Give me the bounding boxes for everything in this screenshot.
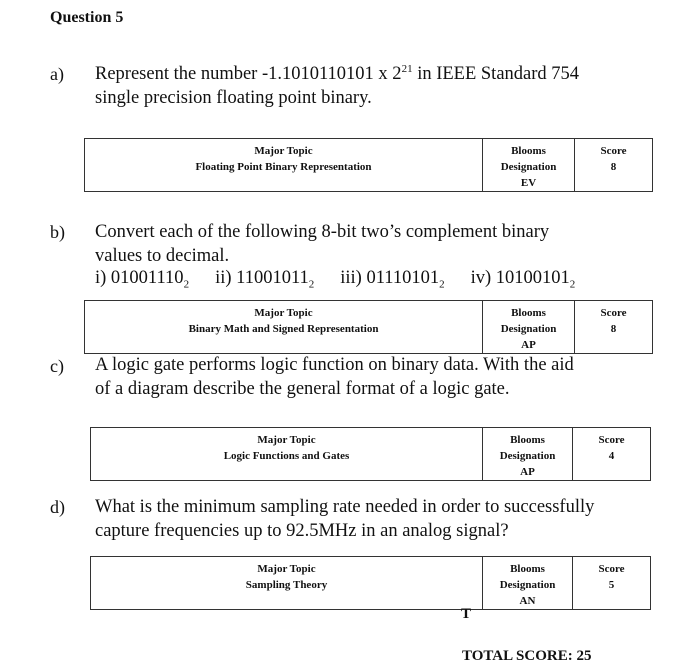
part-b-line-1: Convert each of the following 8-bit two’s complement binary [95, 222, 550, 242]
major-topic-cell: Major Topic Binary Math and Signed Representation [85, 301, 483, 354]
part-a-letter: a) [50, 64, 64, 84]
score-cell: Score 8 [575, 139, 653, 192]
score-cell: Score 8 [575, 301, 653, 354]
blooms-cell: Blooms Designation AP [483, 428, 573, 481]
part-b-prompt [95, 220, 549, 268]
part-d-letter: d) [50, 497, 65, 517]
part-c-line-2: of a diagram describe the general format of a logic gate. [95, 379, 510, 399]
blooms-cell: Blooms Designation AN [483, 557, 573, 610]
score-cell: Score 4 [573, 428, 651, 481]
value-ii: ii) $11001011_2$ [215, 268, 315, 291]
part-b-letter: b) [50, 222, 65, 242]
part-d-prompt [95, 495, 594, 543]
part-a-meta-table [84, 138, 653, 192]
part-b-values [95, 266, 575, 290]
part-c-letter: c) [50, 356, 64, 376]
blooms-cell: Blooms Designation AP [483, 301, 575, 354]
exponent: 21 [401, 62, 413, 75]
part-d-line-2: capture frequencies up to 92.5MHz in an analog signal? [95, 521, 509, 541]
value-iv: iv) $10100101_2$ [470, 268, 576, 291]
part-c-prompt [95, 353, 574, 401]
major-topic-cell: Major Topic Logic Functions and Gates [91, 428, 483, 481]
part-d-line-1: What is the minimum sampling rate needed in order to successfully [95, 497, 595, 517]
part-a-line-1: Represent the number -1.1010110101 x $2^{21}$ in IEEE Standard 754 [95, 62, 580, 84]
total-score: TOTAL SCORE: 25 [462, 648, 592, 664]
score-cell: Score 5 [573, 557, 651, 610]
part-a-line-2: single precision floating point binary. [95, 88, 372, 108]
stray-mark: T [461, 606, 472, 622]
part-b-line-2: values to decimal. [95, 246, 230, 266]
major-topic-cell: Major Topic Sampling Theory [91, 557, 483, 610]
part-a-prompt [95, 62, 579, 110]
value-i: i) $01001110_2$ [95, 268, 190, 291]
value-iii: iii) $01110101_2$ [340, 268, 445, 291]
part-b-meta-table [84, 300, 653, 354]
question-title: Question 5 [50, 9, 124, 26]
part-c-line-1: A logic gate performs logic function on binary data. With the aid [95, 355, 574, 375]
part-d-meta-table [90, 556, 651, 610]
part-c-meta-table [90, 427, 651, 481]
major-topic-cell: Major Topic Floating Point Binary Representation [85, 139, 483, 192]
blooms-cell: Blooms Designation EV [483, 139, 575, 192]
